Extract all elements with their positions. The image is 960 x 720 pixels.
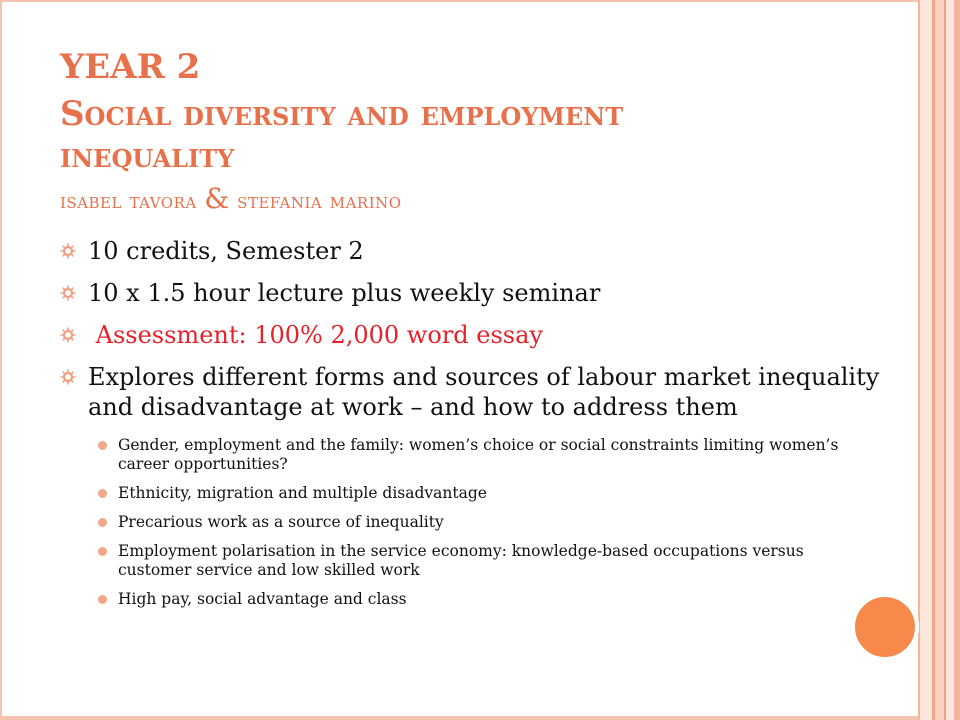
bullet-text: Assessment: 100% 2,000 word essay — [88, 321, 543, 349]
dot-bullet-icon — [98, 595, 107, 604]
bullet-text: Explores different forms and sources of labour market inequality and disadvantage at work – and how to address them — [88, 363, 880, 421]
sub-bullet-high-pay — [96, 590, 880, 609]
dot-bullet-icon — [98, 489, 107, 498]
slide-title — [60, 48, 900, 215]
sun-bullet-icon — [60, 285, 76, 301]
bullet-assessment — [60, 320, 880, 350]
top-border — [0, 0, 920, 2]
title-lecturers — [60, 183, 900, 215]
bullet-explores — [60, 362, 880, 422]
sub-bullet-gender — [96, 436, 880, 474]
bullet-text: 10 credits, Semester 2 — [88, 237, 364, 265]
sub-bullet-text: Precarious work as a source of inequality — [118, 513, 444, 531]
title-course-line-b: inequality — [60, 136, 235, 177]
dot-bullet-icon — [98, 441, 107, 450]
bullet-text: 10 x 1.5 hour lecture plus weekly seminar — [88, 279, 601, 307]
bullet-credits — [60, 236, 880, 266]
sub-bullet-text: Gender, employment and the family: women’s choice or social constraints limiting women’s career opportunities? — [118, 436, 839, 473]
sun-bullet-icon — [60, 369, 76, 385]
bullet-lectures — [60, 278, 880, 308]
sub-bullet-polarisation — [96, 542, 880, 580]
bottom-border — [0, 716, 920, 720]
lecturer-2: stefania marino — [237, 189, 402, 215]
lecturer-1: isabel tavora — [60, 189, 197, 215]
dot-bullet-icon — [98, 518, 107, 527]
sun-bullet-icon — [60, 327, 76, 343]
lecturer-ampersand: & — [204, 182, 230, 216]
sub-bullet-text: High pay, social advantage and class — [118, 590, 407, 608]
sub-bullet-text: Employment polarisation in the service economy: knowledge-based occupations versus customer service and low skilled work — [118, 542, 804, 579]
sub-bullet-text: Ethnicity, migration and multiple disadvantage — [118, 484, 487, 502]
sun-bullet-icon — [60, 243, 76, 259]
slide-body — [60, 236, 880, 619]
decorative-right-band — [918, 0, 960, 720]
dot-bullet-icon — [98, 547, 107, 556]
sub-bullet-list — [96, 436, 880, 609]
left-border — [0, 0, 2, 720]
title-course-name — [60, 93, 900, 177]
sub-bullet-ethnicity — [96, 484, 880, 503]
sub-bullet-precarious — [96, 513, 880, 532]
title-course-line-a: Social diversity and employment — [60, 94, 624, 135]
title-year: YEAR 2 — [60, 47, 201, 87]
